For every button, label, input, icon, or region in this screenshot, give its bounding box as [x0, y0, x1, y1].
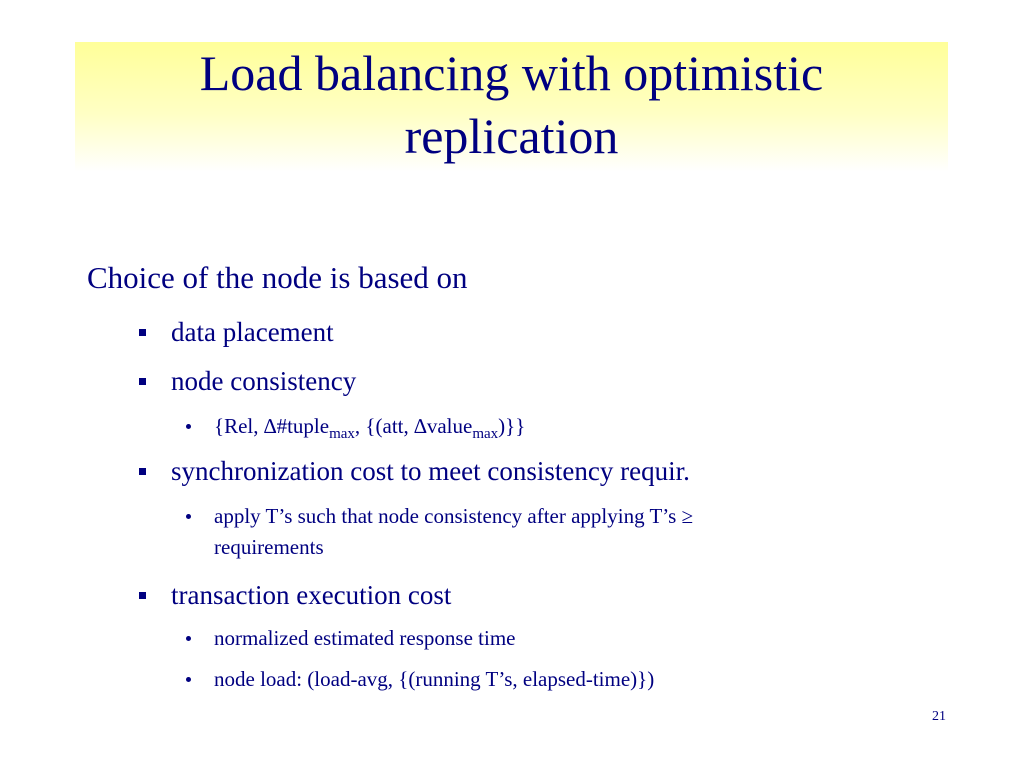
- sub-bullet-label: [214, 411, 525, 442]
- bullet-label: synchronization cost to meet consistency requir.: [171, 456, 690, 486]
- sub-bullet-label: normalized estimated response time: [214, 626, 516, 650]
- page-number: 21: [932, 709, 946, 724]
- formula-part-3: )}}: [498, 414, 526, 438]
- bullet-label: data placement: [171, 317, 334, 347]
- formula-part-1: {Rel, ∆#tuple: [214, 414, 330, 438]
- sub-bullet-label: node load: (load-avg, {(running T’s, elapsed-time)}): [214, 667, 655, 691]
- square-bullet-icon: [139, 592, 146, 599]
- round-bullet-icon: [186, 677, 191, 682]
- square-bullet-icon: [139, 468, 146, 475]
- round-bullet-icon: [186, 636, 191, 641]
- square-bullet-icon: [139, 378, 146, 385]
- formula-subscript-2: max: [472, 426, 499, 442]
- round-bullet-icon: [186, 514, 191, 519]
- bullet-label: node consistency: [171, 366, 357, 396]
- slide-title-line-2: replication: [404, 108, 619, 164]
- round-bullet-icon: [186, 424, 191, 429]
- sub-bullet-label-line-2: requirements: [214, 535, 324, 559]
- slide-title-line-1: Load balancing with optimistic: [199, 45, 824, 101]
- sub-bullet-label-line-1: apply T’s such that node consistency after applying T’s ≥: [214, 504, 694, 528]
- bullet-label: transaction execution cost: [171, 580, 452, 610]
- lead-text: Choice of the node is based on: [87, 260, 468, 295]
- formula-part-2: , {(att, ∆value: [354, 414, 473, 438]
- formula-subscript-1: max: [329, 426, 355, 442]
- square-bullet-icon: [139, 329, 146, 336]
